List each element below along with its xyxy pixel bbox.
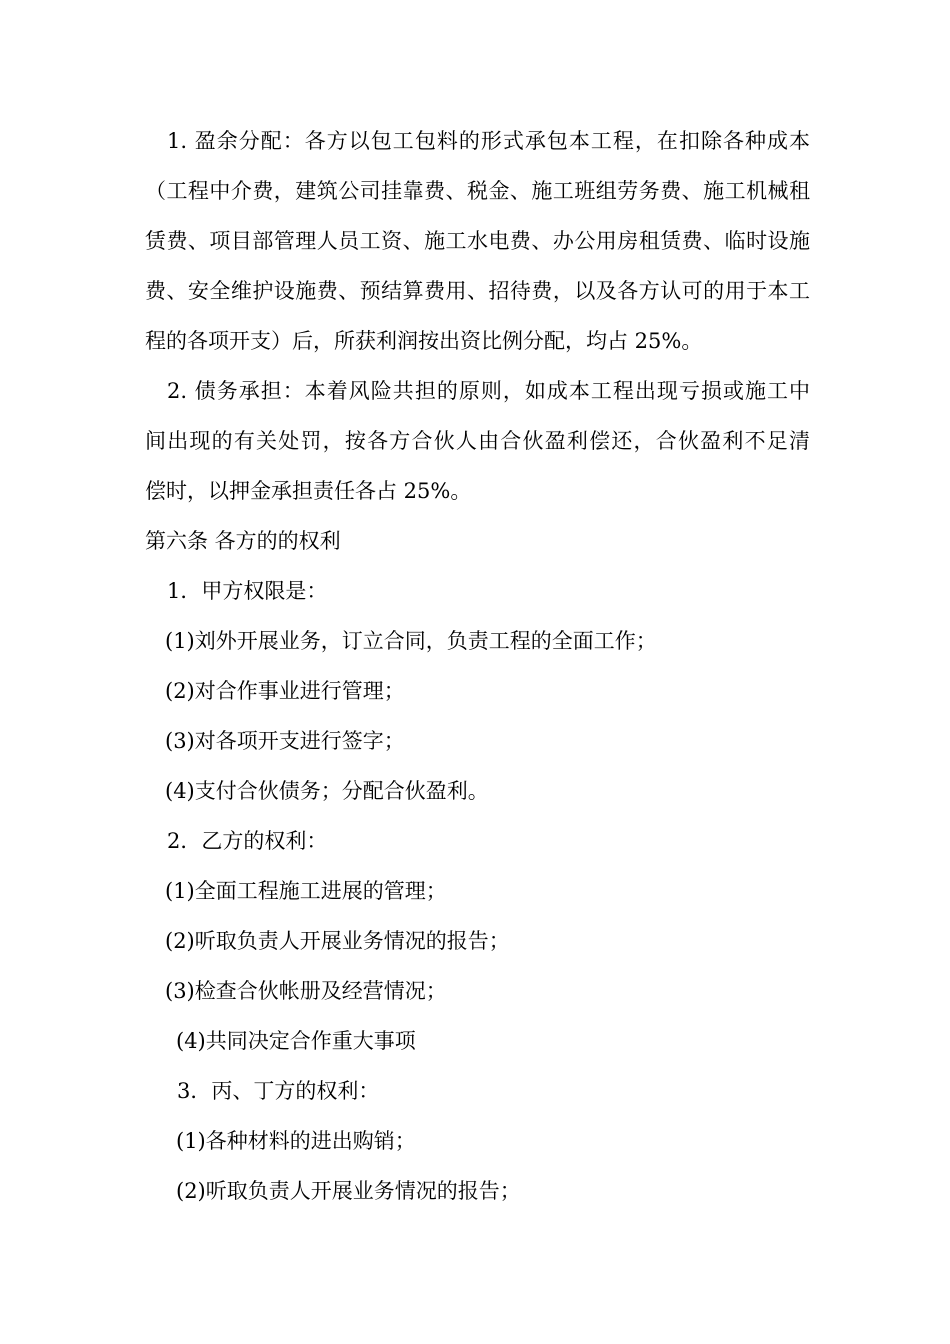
party-a-item-1: (1)刘外开展业务，订立合同，负责工程的全面工作；	[165, 629, 657, 653]
paragraph-2-line-1: 2. 债务承担：本着风险共担的原则，如成本工程出现亏损或施工中	[167, 379, 810, 403]
paragraph-1-line-2: （工程中介费，建筑公司挂靠费、税金、施工班组劳务费、施工机械租	[145, 179, 810, 203]
article-heading: 第六条 各方的的权利	[145, 529, 341, 553]
party-a-heading: 1．甲方权限是：	[167, 579, 328, 603]
paragraph-2-line-2: 间出现的有关处罚，按各方合伙人由合伙盈利偿还，合伙盈利不足清	[145, 429, 810, 453]
party-cd-heading: 3．丙、丁方的权利：	[177, 1079, 380, 1103]
party-cd-item-1: (1)各种材料的进出购销；	[176, 1129, 416, 1153]
paragraph-1-line-3: 赁费、项目部管理人员工资、施工水电费、办公用房租赁费、临时设施	[145, 229, 810, 253]
party-a-item-3: (3)对各项开支进行签字；	[165, 729, 405, 753]
party-b-item-4: (4)共同决定合作重大事项	[176, 1029, 416, 1053]
party-b-heading: 2．乙方的权利：	[167, 829, 328, 853]
party-b-item-3: (3)检查合伙帐册及经营情况；	[165, 979, 447, 1003]
paragraph-1-line-5: 程的各项开支）后，所获利润按出资比例分配，均占 25%。	[145, 329, 703, 353]
party-b-item-1: (1)全面工程施工进展的管理；	[165, 879, 447, 903]
paragraph-2-line-3: 偿时，以押金承担责任各占 25%。	[145, 479, 472, 503]
party-b-item-2: (2)听取负责人开展业务情况的报告；	[165, 929, 510, 953]
party-a-item-2: (2)对合作事业进行管理；	[165, 679, 405, 703]
paragraph-1-line-4: 费、安全维护设施费、预结算费用、招待费，以及各方认可的用于本工	[145, 279, 810, 303]
paragraph-1-line-1: 1. 盈余分配：各方以包工包料的形式承包本工程，在扣除各种成本	[167, 129, 810, 153]
party-a-item-4: (4)支付合伙债务；分配合伙盈利。	[165, 779, 489, 803]
party-cd-item-2: (2)听取负责人开展业务情况的报告；	[176, 1179, 521, 1203]
